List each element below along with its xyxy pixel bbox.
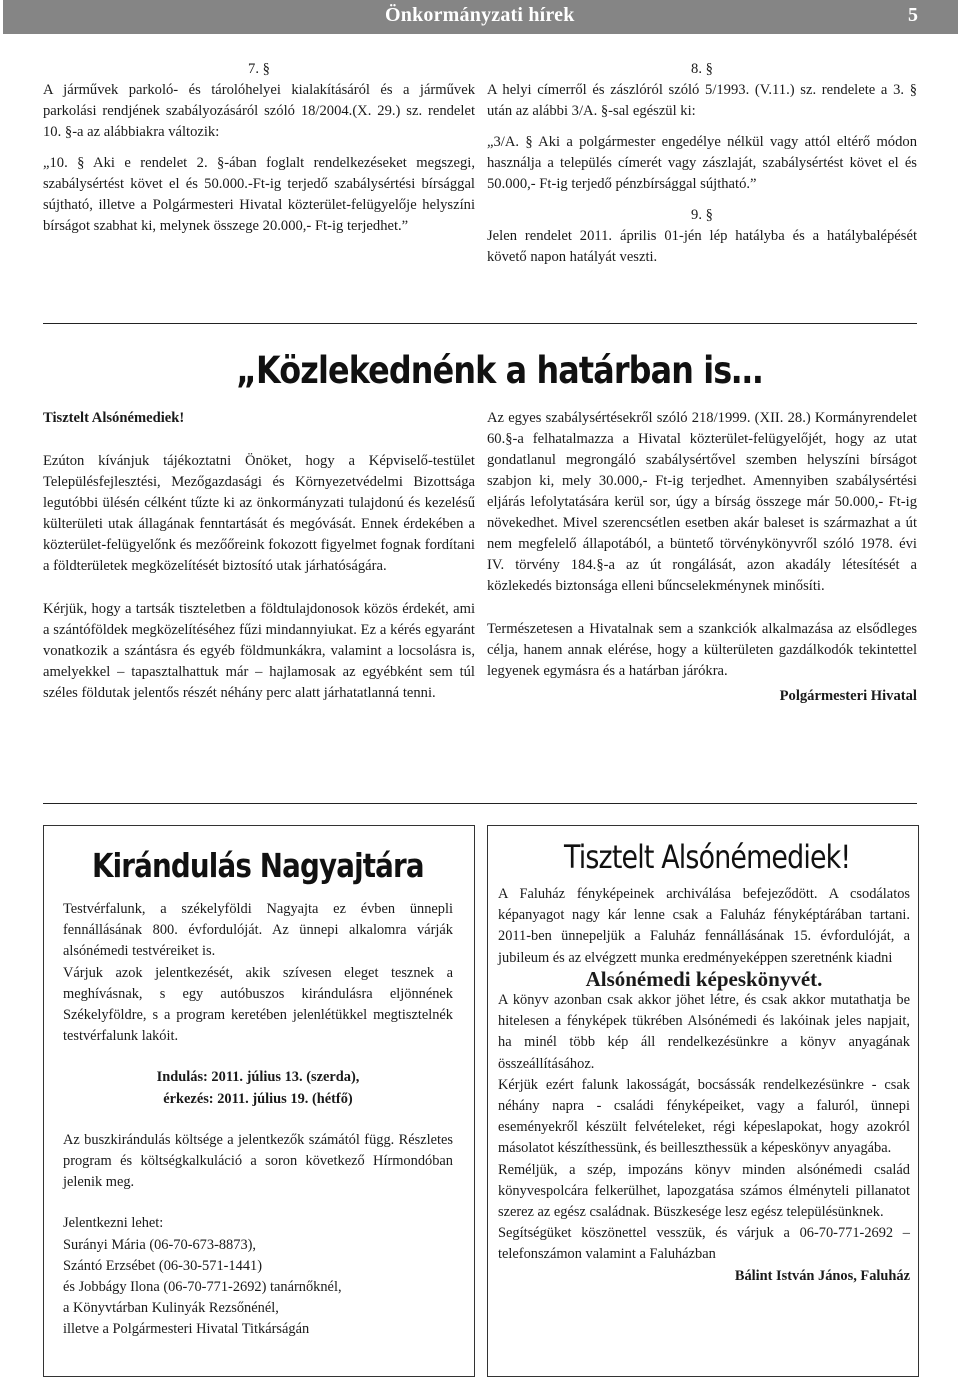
trip-content [63,899,453,1341]
contacts-intro: Jelentkezni lehet: [63,1215,164,1232]
contact-item: illetve a Polgármesteri Hivatal Titkárságán [63,1321,310,1338]
contact-item: Surányi Mária (06-70-673-8873), [63,1236,257,1253]
divider-top [43,323,917,324]
section-8-heading: 8. § [691,61,713,77]
article-paragraph: Kérjük, hogy a tartsák tiszteletben a földtulajdonosok közös érdekét, ami a szántóföldek megközelítéséhez fűzi mindannyiukat. Ez a kérés egyaránt vonatkozik a szántásra és egyéb földmunkákra, valamint a locsolásra is, amelyekkel – tapasztalhattuk már – hajlamosak az egyébként sem túl széles földutak jelentős részét néhány perc alatt járhatatlanná tenni. [43,601,475,701]
trip-paragraph: Várjuk azok jelentkezését, akik szívesen eleget tesznek a meghívásnak, s egy autóbuszos kirándulásra eljönnének Székelyföldre, s a program keretében jelenlétükkel megtisztelnék testvérfalunk lakóit. [63,964,453,1045]
article-title: „Közlekednénk a határban is… [236,349,763,392]
article-greeting: Tisztelt Alsónémediek! [43,410,185,426]
contact-item: Szántó Erzsébet (06-30-571-1441) [63,1257,263,1274]
contact-item: és Jobbágy Ilona (06-70-771-2692) tanárnőknél, [63,1279,342,1296]
trip-title: Kirándulás Nagyajtára [92,846,424,885]
album-paragraph: Reméljük, a szép, impozáns könyv minden alsónémedi család könyvespolcára felkerülhet, lapozgatása számos élményteli pillanatot szerez az egész családnak. Büszkesége lesz egész településünknek. [498,1161,910,1221]
album-name: Alsónémedi képeskönyvét. [585,966,823,991]
album-paragraph: Kérjük ezért falunk lakosságát, bocsássák rendelkezésünkre - csak néhány napra - családi fényképeiket, vagy a faluról, ünnepi eseményekről készült felvételeket, régi képeslapokat, hogy azokról másolatot készíthessünk, és beilleszthessük a képeskönyv anyagába. [498,1076,910,1157]
trip-paragraph: Testvérfalunk, a székelyföldi Nagyajta ez évben ünnepli fennállásának 800. évfordulóját. Az ünnepi alkalomra várják alsónémedi testvéreiket is. [63,901,453,960]
article-right-column [487,408,917,707]
section-8-text: „3/A. § Aki a polgármester engedélye nélkül vagy attól eltérő módon használja a település címerét vagy zászlaját, szabálysértést követ el és 50.000,- Ft-ig terjedő pénzbírsággal sújtható.” [487,134,917,192]
trip-paragraph: Az buszkirándulás költsége a jelentkezők számától függ. Részletes program és költségkalkuláció a soron következő Hírmondóban jelenik meg. [63,1131,453,1191]
article-paragraph: Ezúton kívánjuk tájékoztatni Önöket, hogy a Képviselő-testület Településfejlesztési, Mezőgazdasági és Környezetvédelmi Bizottsága legutóbbi ülésén célként tűzte ki az önkormányzati tulajdonú és kezelésű külterületi utak állagának fenntartását és megóvását. Ennek érdekében a közterület-felügyelőnk és mezőőreink fokozott figyelmet fognak fordítani a földterületek megközelítését biztosító utak járhatóságára. [43,453,475,574]
album-box-title: Tisztelt Alsónémediek! [564,838,851,876]
article-signature: Polgármesteri Hivatal [779,688,917,704]
section-7-text: „10. § Aki e rendelet 2. §-ában foglalt rendelkezéseket megszegi, szabálysértést követ el és 50.000.-Ft-ig terjedő szabálysértési bírsággal sújtható, illetve a Polgármesteri Hivatal közterület-felügyelője helyszíni bírságot szabhat ki, melynek összege 20.000,- Ft-ig terjedhet.” [43,155,475,234]
contact-item: a Könyvtárban Kulinyák Rezsőnénél, [63,1300,279,1317]
page-header [3,0,958,34]
section-8-9 [487,59,917,268]
section-title: Önkormányzati hírek [385,4,575,26]
article-left-column [43,408,475,704]
album-paragraph: Segítségüket köszönettel vesszük, és várjuk a 06-70-771-2692 – telefonszámon valamint a Faluházban [498,1225,910,1263]
page-number: 5 [908,4,918,26]
article-paragraph: Az egyes szabálysértésekről szóló 218/1999. (XII. 28.) Kormányrendelet 60.§-a felhatalmazza a Hivatal közterület-felügyelőjét, hogy az utat gondatlanul megrongáló szabálysértővel szemben helyszíni bírságot szabjon ki, mely 30.000,- Ft-ig terjedhet. Amennyiben szabálysértési eljárás lefolytatására kerül sor, úgy a bírság összege már 50.000,- Ft-ig növekedhet. Mivel szerencsétlen esetben akár baleset is származhat a út nem megfelelő állapotából, a büntető törvénykönyvről szóló 1978. évi IV. törvény 184.§-a az út rongálását, azon akadály létesítését a közlekedés biztonsága elleni bűncselekménynek minősíti. [487,410,917,594]
trip-box [43,825,475,1377]
album-paragraph: A könyv azonban csak akkor jöhet létre, és csak akkor mutathatja be hitelesen a fényképek tükrében Alsónémedi és lakóinak jeles napjait, ha minél több kép áll rendelkezésünkre a könyv anyagának összeállításához. [498,992,910,1072]
section-9-text: Jelen rendelet 2011. április 01-jén lép hatályba és a hatálybalépését követő napon hatályát veszti. [487,228,917,265]
section-9-heading: 9. § [691,207,713,223]
divider-bottom [43,803,917,804]
album-paragraph: A Faluház fényképeinek archiválása befejeződött. A csodálatos képanyagot nagy kár lenne csak a Faluház fényképtárában tartani. 2011-ben ünnepeljük a Faluház fennállásának 15. évfordulóját, a jubileum és az elvégzett munka eredményeképpen szeretnénk kiadni [498,886,910,966]
section-8-intro: A helyi címerről és zászlóról szóló 5/1993. (V.11.) sz. rendelete a 3. § után az alábbi 3/A. §-sal egészül ki: [487,82,917,119]
section-7-heading: 7. § [248,61,270,77]
album-signature: Bálint István János, Faluház [734,1267,910,1284]
trip-arrival: érkezés: 2011. július 19. (hétfő) [163,1090,353,1107]
section-7-intro: A járművek parkoló- és tárolóhelyei kialakításáról és a járművek parkolási rendjének szabályozásáról szóló 18/2004.(X. 29.) sz. rendelet 10. §-a az alábbiakra változik: [43,82,475,140]
album-content [498,884,910,1287]
photo-album-box [487,825,919,1377]
trip-departure: Indulás: 2011. július 13. (szerda), [156,1069,360,1086]
section-7 [43,59,475,237]
article-paragraph: Természetesen a Hivatalnak sem a szankciók alkalmazása az elsődleges célja, hanem annak elérése, hogy a külterületen gazdálkodók tekintettel legyenek egymásra és a határban járókra. [487,621,917,679]
